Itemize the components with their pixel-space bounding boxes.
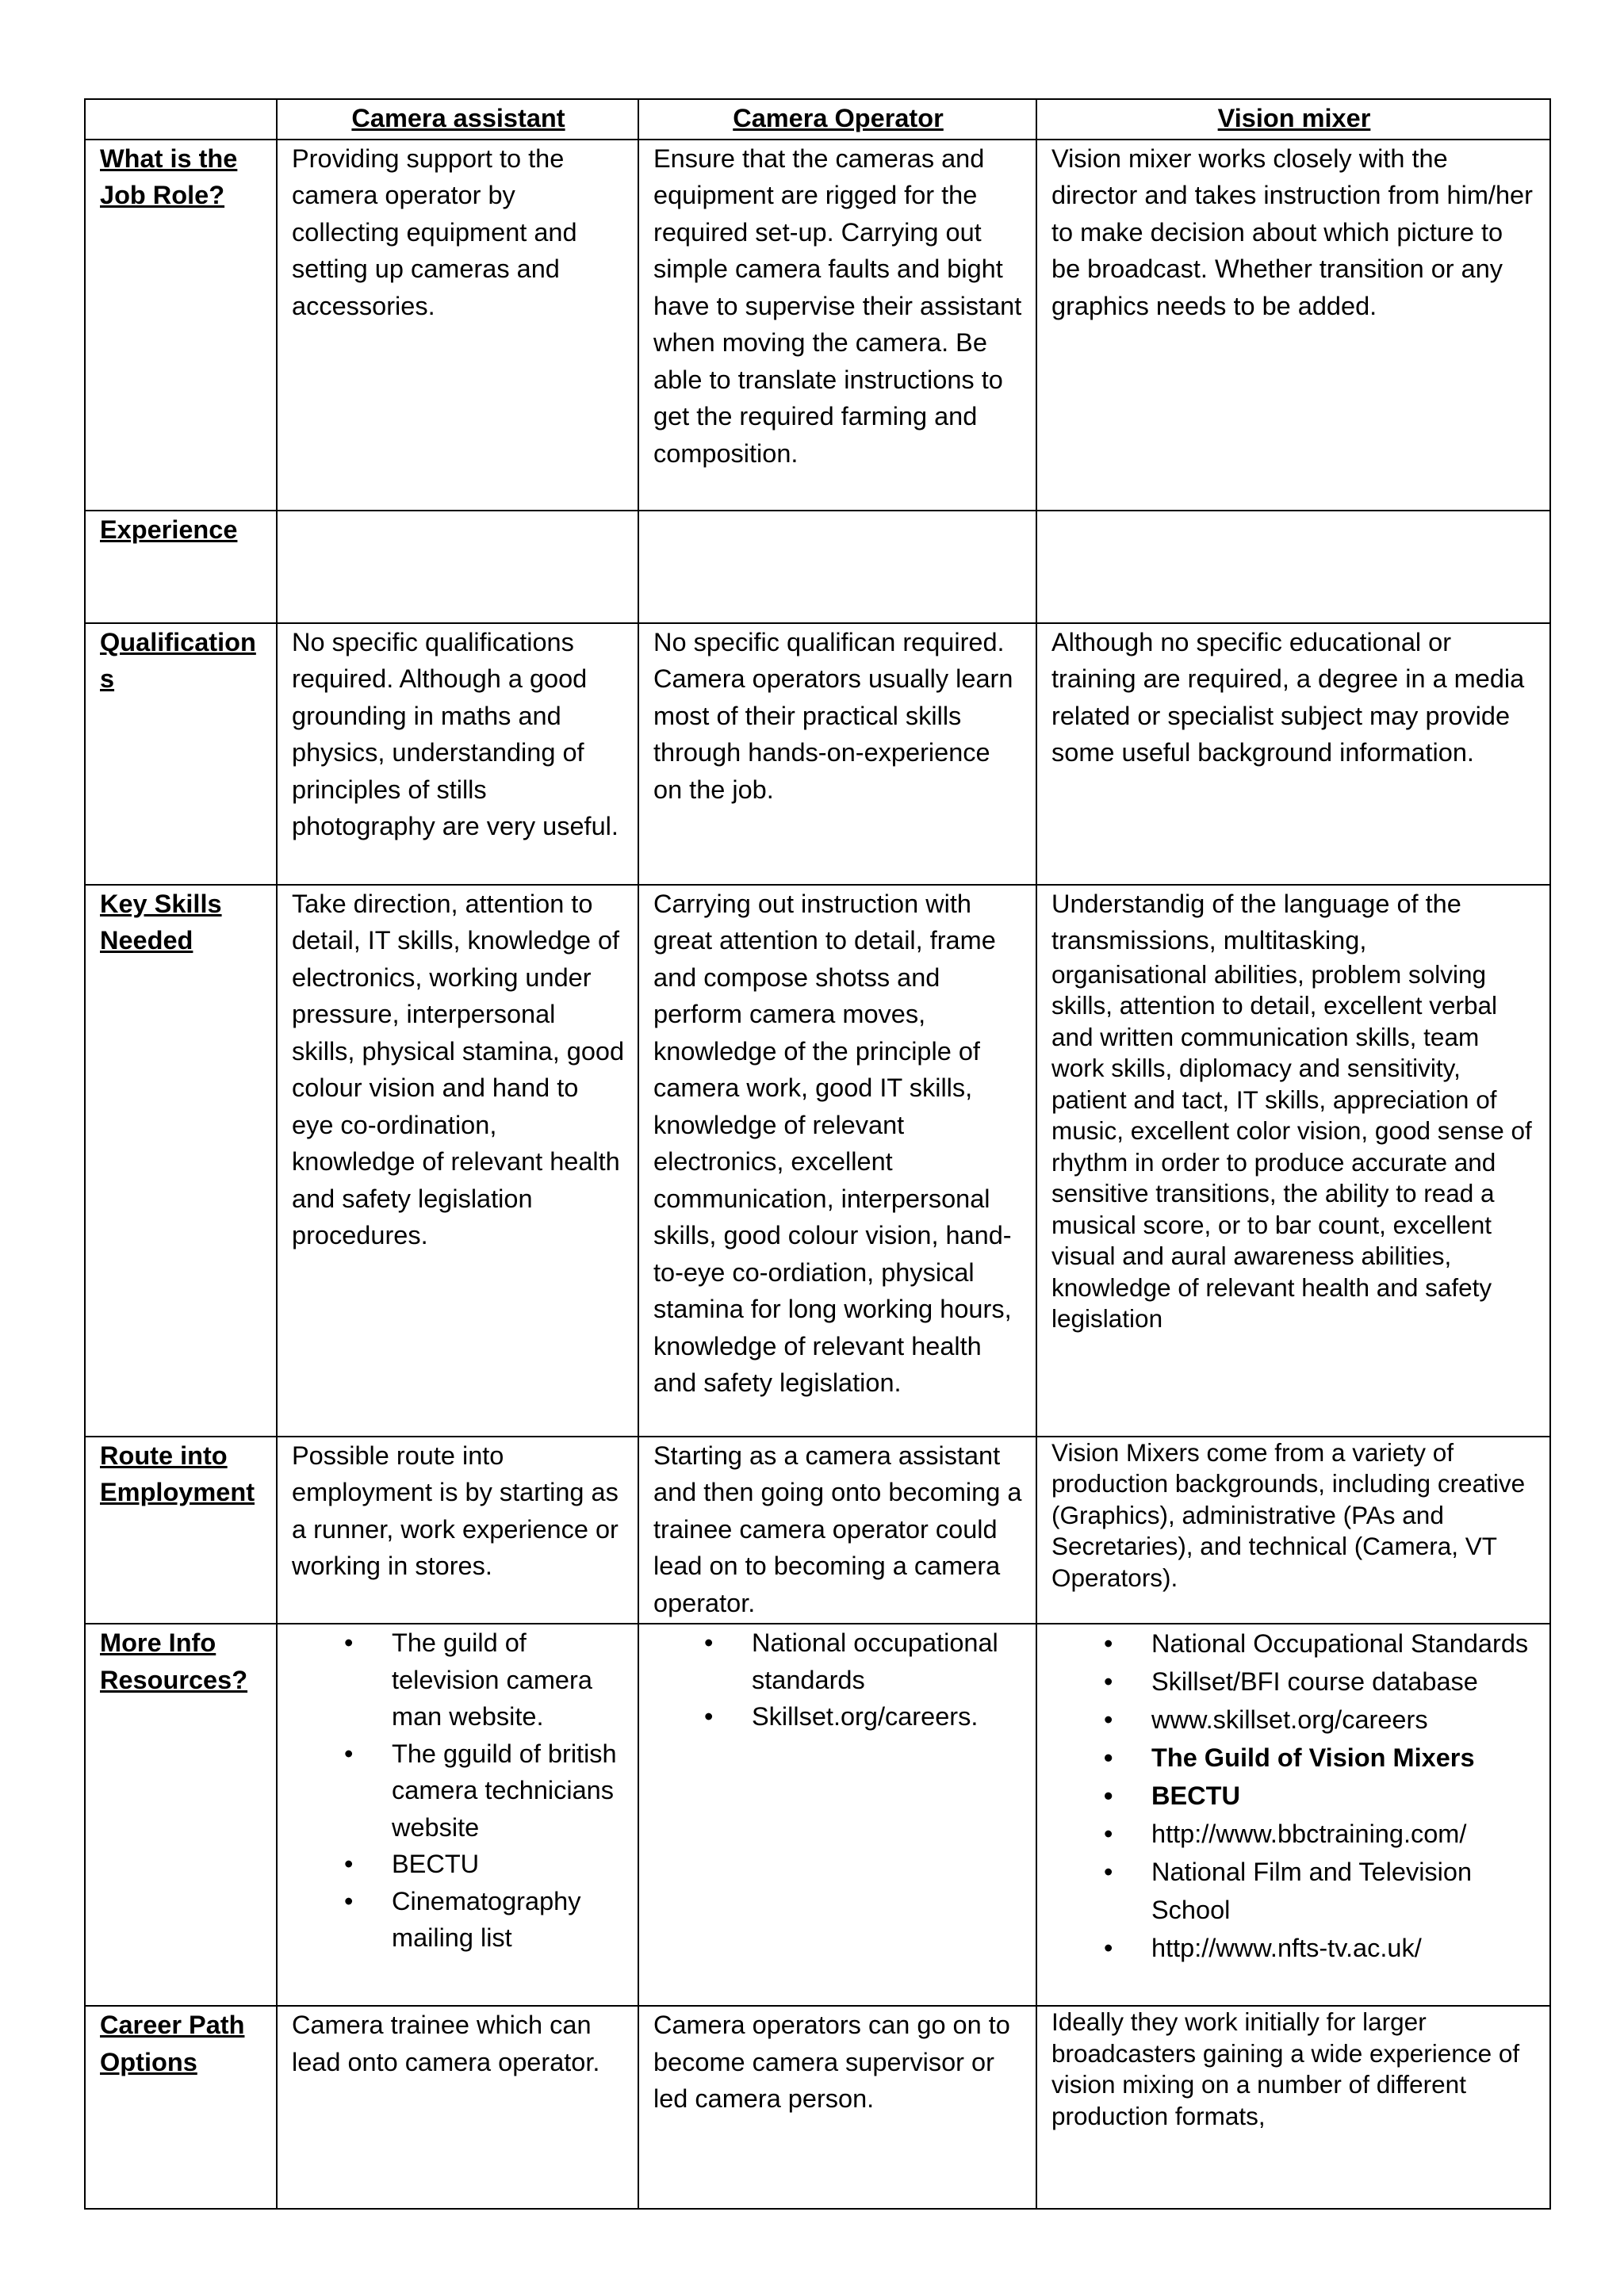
row-label-key-skills: Key Skills Needed — [85, 885, 277, 1437]
corner-cell — [85, 99, 277, 140]
cell-experience-vision-mixer — [1036, 511, 1550, 623]
cell-more-info-vision-mixer — [1036, 1624, 1550, 2006]
cell-qualifications-camera-operator: No specific qualifican required. Camera operators usually learn most of their practical skills through hands-on-experience on the job. — [638, 623, 1036, 885]
cell-qualifications-camera-assistant: No specific qualifications required. Although a good grounding in maths and physics, understanding of principles of stills photography are very useful. — [277, 623, 638, 885]
cell-more-info-camera-assistant — [277, 1624, 638, 2006]
column-header-vision-mixer: Vision mixer — [1036, 99, 1550, 140]
key-skills-vision-mixer-rest: organisational abilities, problem solving skills, attention to detail, excellent verbal and written communication skills, team work skills, diplomacy and sensitivity, patient and tact, IT skills, appreciation of music, excellent color vision, good sense of rhythm in order to produce accurate and sensitive transitions, the ability to read a musical score, or to bar count, excellent visual and aural awareness abilities, knowledge of relevant health and safety legislation — [1051, 959, 1532, 1333]
cell-qualifications-vision-mixer: Although no specific educational or training are required, a degree in a media related or specialist subject may provide some useful background information. — [1036, 623, 1550, 885]
cell-career-vision-mixer: Ideally they work initially for larger broadcasters gaining a wide experience of vision mixing on a number of different production formats, — [1036, 2006, 1550, 2209]
row-key-skills — [85, 885, 1550, 1437]
resource-item: • National Film and Television School — [1051, 1853, 1537, 1929]
key-skills-vision-mixer-lead: Understandig of the language of the transmissions, multitasking, — [1051, 889, 1461, 955]
cell-more-info-camera-operator — [638, 1624, 1036, 2006]
cell-career-camera-assistant: Camera trainee which can lead onto camera operator. — [277, 2006, 638, 2209]
cell-experience-camera-assistant — [277, 511, 638, 623]
resource-list-camera-operator — [653, 1624, 1023, 1735]
row-label-qualifications: Qualifications — [85, 623, 277, 885]
resource-list-vision-mixer — [1051, 1624, 1537, 1967]
row-label-job-role: What is the Job Role? — [85, 140, 277, 511]
row-career-path — [85, 2006, 1550, 2209]
cell-key-skills-camera-operator: Carrying out instruction with great attention to detail, frame and compose shotss and perform camera moves, knowledge of the principle of camera work, good IT skills, knowledge of relevant electronics, excellent communication, interpersonal skills, good colour vision, hand-to-eye co-ordiation, physical stamina for long working hours, knowledge of relevant health and safety legislation. — [638, 885, 1036, 1437]
resource-item: • National Occupational Standards — [1051, 1624, 1537, 1663]
resource-item: • Skillset/BFI course database — [1051, 1663, 1537, 1701]
resource-item: • Skillset.org/careers. — [653, 1698, 1023, 1735]
row-label-experience: Experience — [85, 511, 277, 623]
row-label-more-info: More Info Resources? — [85, 1624, 277, 2006]
resource-item: • http://www.nfts-tv.ac.uk/ — [1051, 1929, 1537, 1967]
column-header-camera-operator: Camera Operator — [638, 99, 1036, 140]
cell-route-camera-assistant: Possible route into employment is by starting as a runner, work experience or working in stores. — [277, 1437, 638, 1624]
cell-job-role-camera-operator: Ensure that the cameras and equipment are rigged for the required set-up. Carrying out simple camera faults and bight have to supervise their assistant when moving the camera. Be able to translate instructions to get the required farming and composition. — [638, 140, 1036, 511]
resource-item: • The Guild of Vision Mixers — [1051, 1739, 1537, 1777]
row-qualifications — [85, 623, 1550, 885]
row-more-info — [85, 1624, 1550, 2006]
row-experience — [85, 511, 1550, 623]
column-header-camera-assistant: Camera assistant — [277, 99, 638, 140]
header-row — [85, 99, 1550, 140]
cell-job-role-camera-assistant: Providing support to the camera operator by collecting equipment and setting up cameras and accessories. — [277, 140, 638, 511]
cell-experience-camera-operator — [638, 511, 1036, 623]
cell-key-skills-camera-assistant: Take direction, attention to detail, IT skills, knowledge of electronics, working under pressure, interpersonal skills, physical stamina, good colour vision and hand to eye co-ordination, knowledge of relevant health and safety legislation procedures. — [277, 885, 638, 1437]
cell-route-camera-operator: Starting as a camera assistant and then going onto becoming a trainee camera operator could lead on to becoming a camera operator. — [638, 1437, 1036, 1624]
row-route-into-employment — [85, 1437, 1550, 1624]
resource-item: • www.skillset.org/careers — [1051, 1701, 1537, 1739]
cell-job-role-vision-mixer: Vision mixer works closely with the director and takes instruction from him/her to make decision about which picture to be broadcast. Whether transition or any graphics needs to be added. — [1036, 140, 1550, 511]
resource-item: • Cinematography mailing list — [292, 1883, 625, 1957]
row-job-role — [85, 140, 1550, 511]
job-roles-table — [84, 98, 1551, 2210]
resource-item: • The guild of television camera man website. — [292, 1624, 625, 1735]
resource-list-camera-assistant — [292, 1624, 625, 1957]
resource-item: • BECTU — [1051, 1777, 1537, 1815]
row-label-route: Route into Employment — [85, 1437, 277, 1624]
cell-career-camera-operator: Camera operators can go on to become camera supervisor or led camera person. — [638, 2006, 1036, 2209]
cell-key-skills-vision-mixer — [1036, 885, 1550, 1437]
resource-item: • National occupational standards — [653, 1624, 1023, 1698]
resource-item: • BECTU — [292, 1846, 625, 1883]
resource-item: • http://www.bbctraining.com/ — [1051, 1815, 1537, 1853]
row-label-career-path: Career Path Options — [85, 2006, 277, 2209]
resource-item: • The gguild of british camera technicians website — [292, 1735, 625, 1846]
cell-route-vision-mixer: Vision Mixers come from a variety of production backgrounds, including creative (Graphics), administrative (PAs and Secretaries), and technical (Camera, VT Operators). — [1036, 1437, 1550, 1624]
